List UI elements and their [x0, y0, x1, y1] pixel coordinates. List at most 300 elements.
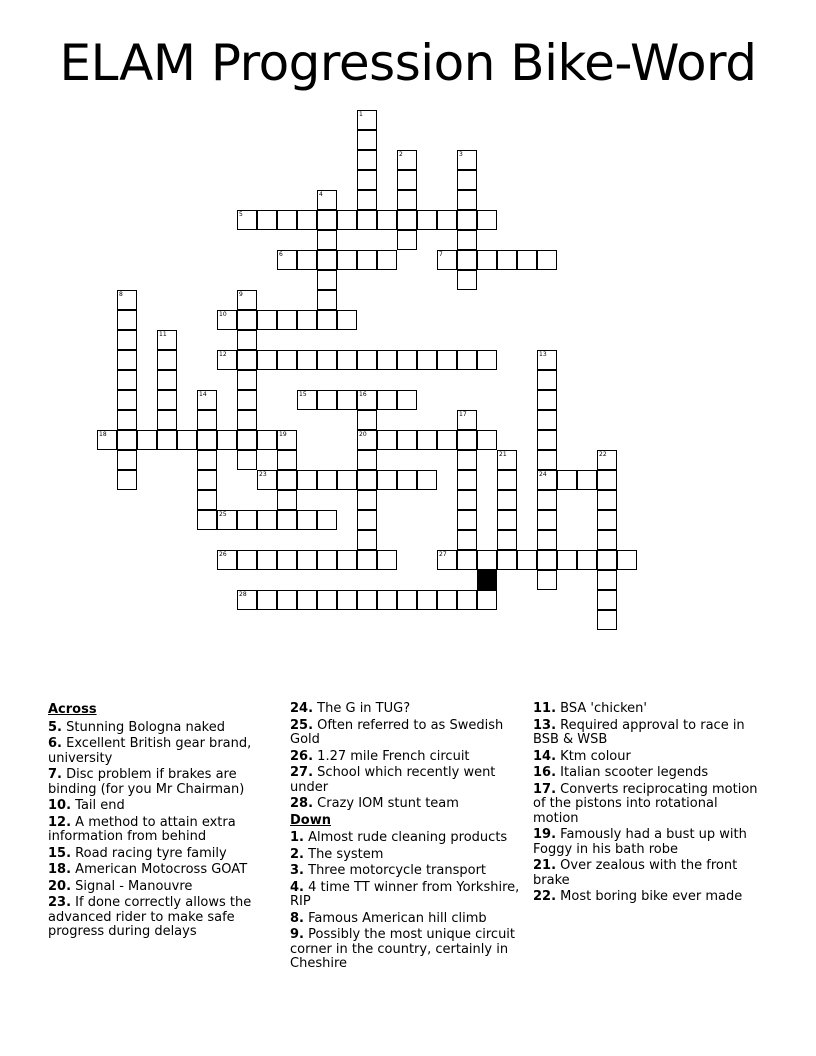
- clue-item-number: 11.: [533, 701, 557, 716]
- clue-item-text: Disc problem if brakes are binding (for you Mr Chairman): [48, 767, 245, 797]
- clue-item-text: Italian scooter legends: [560, 765, 709, 780]
- clue-number: 24: [539, 471, 547, 478]
- puzzle-title: ELAM Progression Bike-Word: [59, 34, 757, 92]
- grid-cell[interactable]: [257, 590, 277, 610]
- grid-cell[interactable]: [117, 330, 137, 350]
- grid-cell[interactable]: [397, 350, 417, 370]
- grid-cell[interactable]: [317, 350, 337, 370]
- grid-cell[interactable]: [257, 550, 277, 570]
- grid-cell[interactable]: [357, 430, 377, 450]
- grid-cell[interactable]: [597, 530, 617, 550]
- clue-item: [290, 928, 522, 972]
- clue-item-text: Three motorcycle transport: [308, 863, 487, 878]
- grid-cell[interactable]: [337, 210, 357, 230]
- clue-item: [48, 737, 280, 766]
- grid-cell[interactable]: [357, 150, 377, 170]
- grid-cell[interactable]: [317, 310, 337, 330]
- clue-number: 12: [219, 351, 227, 358]
- grid-cell[interactable]: [197, 410, 217, 430]
- clue-column-3: [533, 702, 765, 907]
- clue-item-number: 17.: [533, 781, 557, 797]
- grid-cell[interactable]: [297, 250, 317, 270]
- grid-cell[interactable]: [337, 390, 357, 410]
- grid-cell[interactable]: [157, 390, 177, 410]
- clue-number: 3: [459, 151, 463, 158]
- grid-cell[interactable]: [237, 210, 257, 230]
- grid-cell[interactable]: [357, 530, 377, 550]
- clue-item: [290, 881, 522, 910]
- clue-item: [290, 848, 522, 863]
- grid-cell[interactable]: [297, 310, 317, 330]
- grid-cell[interactable]: [357, 250, 377, 270]
- clue-number: 11: [159, 331, 167, 338]
- grid-cell[interactable]: [357, 450, 377, 470]
- clue-item: [290, 797, 522, 812]
- grid-cell[interactable]: [437, 430, 457, 450]
- grid-cell[interactable]: [197, 390, 217, 410]
- grid-cell[interactable]: [397, 230, 417, 250]
- grid-cell[interactable]: [357, 210, 377, 230]
- grid-cell[interactable]: [617, 550, 637, 570]
- grid-cell[interactable]: [477, 250, 497, 270]
- clue-item-number: 18.: [48, 862, 72, 877]
- clue-item-number: 4.: [290, 879, 304, 895]
- grid-cell[interactable]: [97, 430, 117, 450]
- grid-cell[interactable]: [357, 350, 377, 370]
- grid-cell[interactable]: [537, 350, 557, 370]
- clue-item-number: 12.: [48, 814, 72, 830]
- grid-cell[interactable]: [537, 570, 557, 590]
- grid-cell[interactable]: [597, 550, 617, 570]
- grid-cell[interactable]: [457, 550, 477, 570]
- clue-item-text: Excellent British gear brand, university: [48, 736, 252, 766]
- grid-cell[interactable]: [317, 190, 337, 210]
- clue-column-1: [48, 702, 280, 942]
- grid-cell[interactable]: [457, 510, 477, 530]
- grid-cell[interactable]: [237, 370, 257, 390]
- grid-cell[interactable]: [437, 590, 457, 610]
- grid-cell[interactable]: [577, 550, 597, 570]
- grid-cell[interactable]: [377, 210, 397, 230]
- grid-cell[interactable]: [457, 170, 477, 190]
- grid-cell[interactable]: [497, 450, 517, 470]
- grid-cell[interactable]: [217, 550, 237, 570]
- clue-item: [290, 864, 522, 879]
- grid-cell[interactable]: [337, 590, 357, 610]
- grid-cell[interactable]: [377, 550, 397, 570]
- grid-cell[interactable]: [137, 430, 157, 450]
- clue-item: [533, 750, 765, 765]
- grid-cell[interactable]: [117, 290, 137, 310]
- clue-number: 2: [399, 151, 403, 158]
- grid-cell[interactable]: [277, 470, 297, 490]
- clue-number: 17: [459, 411, 467, 418]
- grid-cell[interactable]: [597, 450, 617, 470]
- grid-cell[interactable]: [157, 430, 177, 450]
- clue-item-number: 9.: [290, 927, 304, 942]
- grid-cell[interactable]: [157, 330, 177, 350]
- grid-cell[interactable]: [377, 390, 397, 410]
- grid-cell[interactable]: [297, 510, 317, 530]
- clue-number: 13: [539, 351, 547, 358]
- clue-number: 4: [319, 191, 323, 198]
- grid-cell[interactable]: [117, 350, 137, 370]
- clue-item-text: American Motocross GOAT: [75, 862, 248, 877]
- clue-number: 28: [239, 591, 247, 598]
- grid-cell[interactable]: [597, 590, 617, 610]
- grid-cell[interactable]: [297, 210, 317, 230]
- clue-item-number: 6.: [48, 736, 62, 751]
- grid-cell[interactable]: [457, 430, 477, 450]
- grid-cell[interactable]: [357, 410, 377, 430]
- grid-cell[interactable]: [157, 370, 177, 390]
- clue-item: [48, 847, 280, 862]
- clue-item: [533, 702, 765, 717]
- grid-cell[interactable]: [277, 490, 297, 510]
- grid-cell[interactable]: [457, 530, 477, 550]
- clue-item-number: 24.: [290, 701, 314, 716]
- grid-cell[interactable]: [277, 310, 297, 330]
- grid-cell[interactable]: [397, 190, 417, 210]
- grid-cell[interactable]: [537, 250, 557, 270]
- grid-cell[interactable]: [277, 450, 297, 470]
- clue-item: [533, 783, 765, 827]
- black-cell: [477, 570, 497, 590]
- clue-item: [290, 912, 522, 927]
- clue-item: [533, 719, 765, 748]
- grid-cell[interactable]: [497, 530, 517, 550]
- grid-cell[interactable]: [377, 250, 397, 270]
- clue-item-text: Road racing tyre family: [75, 845, 227, 861]
- grid-cell[interactable]: [377, 350, 397, 370]
- grid-cell[interactable]: [457, 590, 477, 610]
- grid-cell[interactable]: [537, 470, 557, 490]
- grid-cell[interactable]: [277, 430, 297, 450]
- grid-cell[interactable]: [477, 550, 497, 570]
- grid-cell[interactable]: [537, 530, 557, 550]
- grid-cell[interactable]: [377, 590, 397, 610]
- grid-cell[interactable]: [477, 210, 497, 230]
- clue-item-text: The system: [308, 846, 384, 862]
- grid-cell[interactable]: [457, 450, 477, 470]
- grid-cell[interactable]: [377, 430, 397, 450]
- clue-number: 15: [299, 391, 307, 398]
- grid-cell[interactable]: [497, 490, 517, 510]
- grid-cell[interactable]: [477, 590, 497, 610]
- grid-cell[interactable]: [437, 210, 457, 230]
- grid-cell[interactable]: [317, 290, 337, 310]
- grid-cell[interactable]: [357, 490, 377, 510]
- grid-cell[interactable]: [157, 410, 177, 430]
- clue-number: 16: [359, 391, 367, 398]
- clue-number: 25: [219, 511, 227, 518]
- grid-cell[interactable]: [357, 190, 377, 210]
- grid-cell[interactable]: [357, 590, 377, 610]
- clue-item-text: Almost rude cleaning products: [308, 830, 508, 845]
- clue-item-number: 5.: [48, 719, 62, 735]
- grid-cell[interactable]: [457, 270, 477, 290]
- clue-item-text: Famously had a bust up with Foggy in his bath robe: [533, 827, 747, 857]
- grid-cell[interactable]: [497, 550, 517, 570]
- grid-cell[interactable]: [197, 510, 217, 530]
- grid-cell[interactable]: [457, 350, 477, 370]
- grid-cell[interactable]: [237, 330, 257, 350]
- grid-cell[interactable]: [297, 550, 317, 570]
- grid-cell[interactable]: [317, 590, 337, 610]
- grid-cell[interactable]: [497, 470, 517, 490]
- grid-cell[interactable]: [317, 270, 337, 290]
- grid-cell[interactable]: [557, 550, 577, 570]
- grid-cell[interactable]: [217, 430, 237, 450]
- grid-cell[interactable]: [457, 150, 477, 170]
- clue-item-text: Stunning Bologna naked: [66, 719, 225, 735]
- clue-item: [48, 863, 280, 878]
- clue-item-text: Over zealous with the front brake: [533, 858, 738, 888]
- grid-cell[interactable]: [117, 310, 137, 330]
- grid-cell[interactable]: [317, 550, 337, 570]
- grid-cell[interactable]: [317, 470, 337, 490]
- grid-cell[interactable]: [537, 450, 557, 470]
- grid-cell[interactable]: [457, 470, 477, 490]
- grid-cell[interactable]: [417, 590, 437, 610]
- clue-item: [533, 828, 765, 857]
- clue-number: 7: [439, 251, 443, 258]
- grid-cell[interactable]: [517, 250, 537, 270]
- grid-cell[interactable]: [557, 470, 577, 490]
- grid-cell[interactable]: [397, 470, 417, 490]
- clue-column-2: [290, 702, 522, 974]
- grid-cell[interactable]: [237, 390, 257, 410]
- grid-cell[interactable]: [237, 310, 257, 330]
- clue-item: [533, 890, 765, 905]
- grid-cell[interactable]: [497, 250, 517, 270]
- clue-number: 6: [279, 251, 283, 258]
- grid-cell[interactable]: [477, 430, 497, 450]
- grid-cell[interactable]: [337, 550, 357, 570]
- clue-item: [290, 766, 522, 795]
- clue-item-number: 10.: [48, 798, 72, 813]
- grid-cell[interactable]: [397, 150, 417, 170]
- grid-cell[interactable]: [537, 550, 557, 570]
- clue-number: 23: [259, 471, 267, 478]
- grid-cell[interactable]: [337, 250, 357, 270]
- clue-item-text: Famous American hill climb: [308, 910, 487, 926]
- clue-item: [290, 702, 522, 717]
- grid-cell[interactable]: [277, 550, 297, 570]
- clue-number: 10: [219, 311, 227, 318]
- grid-cell[interactable]: [257, 210, 277, 230]
- grid-cell[interactable]: [597, 490, 617, 510]
- grid-cell[interactable]: [197, 490, 217, 510]
- grid-cell[interactable]: [217, 510, 237, 530]
- grid-cell[interactable]: [117, 390, 137, 410]
- grid-cell[interactable]: [497, 510, 517, 530]
- grid-cell[interactable]: [217, 310, 237, 330]
- clue-item: [48, 768, 280, 797]
- clue-item: [533, 859, 765, 888]
- clue-item-text: BSA 'chicken': [560, 701, 647, 716]
- clue-item: [48, 816, 280, 845]
- grid-cell[interactable]: [537, 490, 557, 510]
- grid-cell[interactable]: [457, 230, 477, 250]
- clue-number: 18: [99, 431, 107, 438]
- grid-cell[interactable]: [317, 510, 337, 530]
- clue-heading: Across: [48, 702, 97, 717]
- grid-cell[interactable]: [237, 590, 257, 610]
- grid-cell[interactable]: [237, 450, 257, 470]
- grid-cell[interactable]: [417, 430, 437, 450]
- grid-cell[interactable]: [397, 390, 417, 410]
- grid-cell[interactable]: [577, 470, 597, 490]
- grid-cell[interactable]: [317, 250, 337, 270]
- grid-cell[interactable]: [237, 350, 257, 370]
- grid-cell[interactable]: [337, 310, 357, 330]
- clue-item-number: 1.: [290, 830, 304, 845]
- grid-cell[interactable]: [537, 510, 557, 530]
- grid-cell[interactable]: [257, 510, 277, 530]
- grid-cell[interactable]: [117, 430, 137, 450]
- grid-cell[interactable]: [117, 370, 137, 390]
- clue-item: [290, 831, 522, 846]
- grid-cell[interactable]: [437, 550, 457, 570]
- grid-cell[interactable]: [197, 450, 217, 470]
- clue-item-text: 1.27 mile French circuit: [317, 748, 470, 764]
- grid-cell[interactable]: [257, 310, 277, 330]
- clue-number: 19: [279, 431, 287, 438]
- grid-cell[interactable]: [397, 210, 417, 230]
- grid-cell[interactable]: [177, 430, 197, 450]
- grid-cell[interactable]: [357, 390, 377, 410]
- grid-cell[interactable]: [377, 470, 397, 490]
- clue-item-text: The G in TUG?: [317, 701, 411, 716]
- grid-cell[interactable]: [237, 430, 257, 450]
- clue-item-text: A method to attain extra information from behind: [48, 814, 236, 844]
- clue-item: [48, 896, 280, 940]
- clue-number: 8: [119, 291, 123, 298]
- grid-cell[interactable]: [457, 490, 477, 510]
- clue-item-text: Most boring bike ever made: [560, 889, 743, 904]
- grid-cell[interactable]: [597, 570, 617, 590]
- clue-item-number: 27.: [290, 765, 314, 780]
- grid-cell[interactable]: [537, 390, 557, 410]
- grid-cell[interactable]: [537, 370, 557, 390]
- grid-cell[interactable]: [317, 230, 337, 250]
- clue-item-text: Required approval to race in BSB & WSB: [533, 717, 745, 747]
- grid-cell[interactable]: [297, 390, 317, 410]
- grid-cell[interactable]: [297, 350, 317, 370]
- grid-cell[interactable]: [277, 350, 297, 370]
- clue-item-number: 7.: [48, 767, 62, 782]
- grid-cell[interactable]: [357, 170, 377, 190]
- grid-cell[interactable]: [237, 550, 257, 570]
- grid-cell[interactable]: [457, 190, 477, 210]
- clue-item: [290, 750, 522, 765]
- clue-number: 1: [359, 111, 363, 118]
- grid-cell[interactable]: [597, 610, 617, 630]
- grid-cell[interactable]: [237, 290, 257, 310]
- grid-cell[interactable]: [397, 430, 417, 450]
- grid-cell[interactable]: [277, 210, 297, 230]
- grid-cell[interactable]: [357, 130, 377, 150]
- clue-item-number: 16.: [533, 765, 557, 780]
- grid-cell[interactable]: [157, 350, 177, 370]
- clue-item-number: 3.: [290, 863, 304, 878]
- grid-cell[interactable]: [597, 470, 617, 490]
- grid-cell[interactable]: [237, 510, 257, 530]
- grid-cell[interactable]: [297, 590, 317, 610]
- clue-item: [48, 880, 280, 895]
- grid-cell[interactable]: [457, 250, 477, 270]
- grid-cell[interactable]: [337, 470, 357, 490]
- grid-cell[interactable]: [457, 410, 477, 430]
- clue-item: [533, 766, 765, 781]
- grid-cell[interactable]: [317, 390, 337, 410]
- grid-cell[interactable]: [197, 470, 217, 490]
- grid-cell[interactable]: [417, 470, 437, 490]
- grid-cell[interactable]: [117, 410, 137, 430]
- grid-cell[interactable]: [277, 510, 297, 530]
- grid-cell[interactable]: [437, 250, 457, 270]
- grid-cell[interactable]: [257, 470, 277, 490]
- clue-item: [290, 719, 522, 748]
- grid-cell[interactable]: [357, 110, 377, 130]
- clue-item-text: School which recently went under: [290, 765, 496, 795]
- grid-cell[interactable]: [237, 410, 257, 430]
- grid-cell[interactable]: [197, 430, 217, 450]
- grid-cell[interactable]: [357, 470, 377, 490]
- grid-cell[interactable]: [357, 550, 377, 570]
- grid-cell[interactable]: [397, 590, 417, 610]
- grid-cell[interactable]: [297, 470, 317, 490]
- grid-cell[interactable]: [317, 210, 337, 230]
- grid-cell[interactable]: [337, 350, 357, 370]
- clue-number: 26: [219, 551, 227, 558]
- clue-item-number: 2.: [290, 846, 304, 862]
- grid-cell[interactable]: [457, 210, 477, 230]
- grid-cell[interactable]: [257, 430, 277, 450]
- clue-item-text: Tail end: [75, 798, 125, 813]
- clue-item-number: 21.: [533, 858, 557, 873]
- clue-item-number: 19.: [533, 827, 557, 842]
- grid-cell[interactable]: [397, 170, 417, 190]
- grid-cell[interactable]: [277, 250, 297, 270]
- clue-item-text: If done correctly allows the advanced rider to make safe progress during delays: [48, 895, 252, 939]
- grid-cell[interactable]: [117, 470, 137, 490]
- grid-cell[interactable]: [537, 410, 557, 430]
- grid-cell[interactable]: [117, 450, 137, 470]
- clue-item-number: 8.: [290, 910, 304, 926]
- grid-cell[interactable]: [417, 350, 437, 370]
- grid-cell[interactable]: [597, 510, 617, 530]
- grid-cell[interactable]: [357, 510, 377, 530]
- grid-cell[interactable]: [517, 550, 537, 570]
- clue-item-number: 25.: [290, 717, 314, 733]
- clue-number: 22: [599, 451, 607, 458]
- clue-item-number: 22.: [533, 889, 557, 904]
- grid-cell[interactable]: [257, 350, 277, 370]
- grid-cell[interactable]: [217, 350, 237, 370]
- grid-cell[interactable]: [417, 210, 437, 230]
- clue-item-number: 23.: [48, 895, 72, 910]
- grid-cell[interactable]: [537, 430, 557, 450]
- grid-cell[interactable]: [477, 350, 497, 370]
- clue-number: 21: [499, 451, 507, 458]
- grid-cell[interactable]: [437, 350, 457, 370]
- clue-item: [48, 721, 280, 736]
- grid-cell[interactable]: [277, 590, 297, 610]
- clue-heading: Down: [290, 812, 331, 828]
- clue-item-text: Converts reciprocating motion of the pistons into rotational motion: [533, 781, 758, 826]
